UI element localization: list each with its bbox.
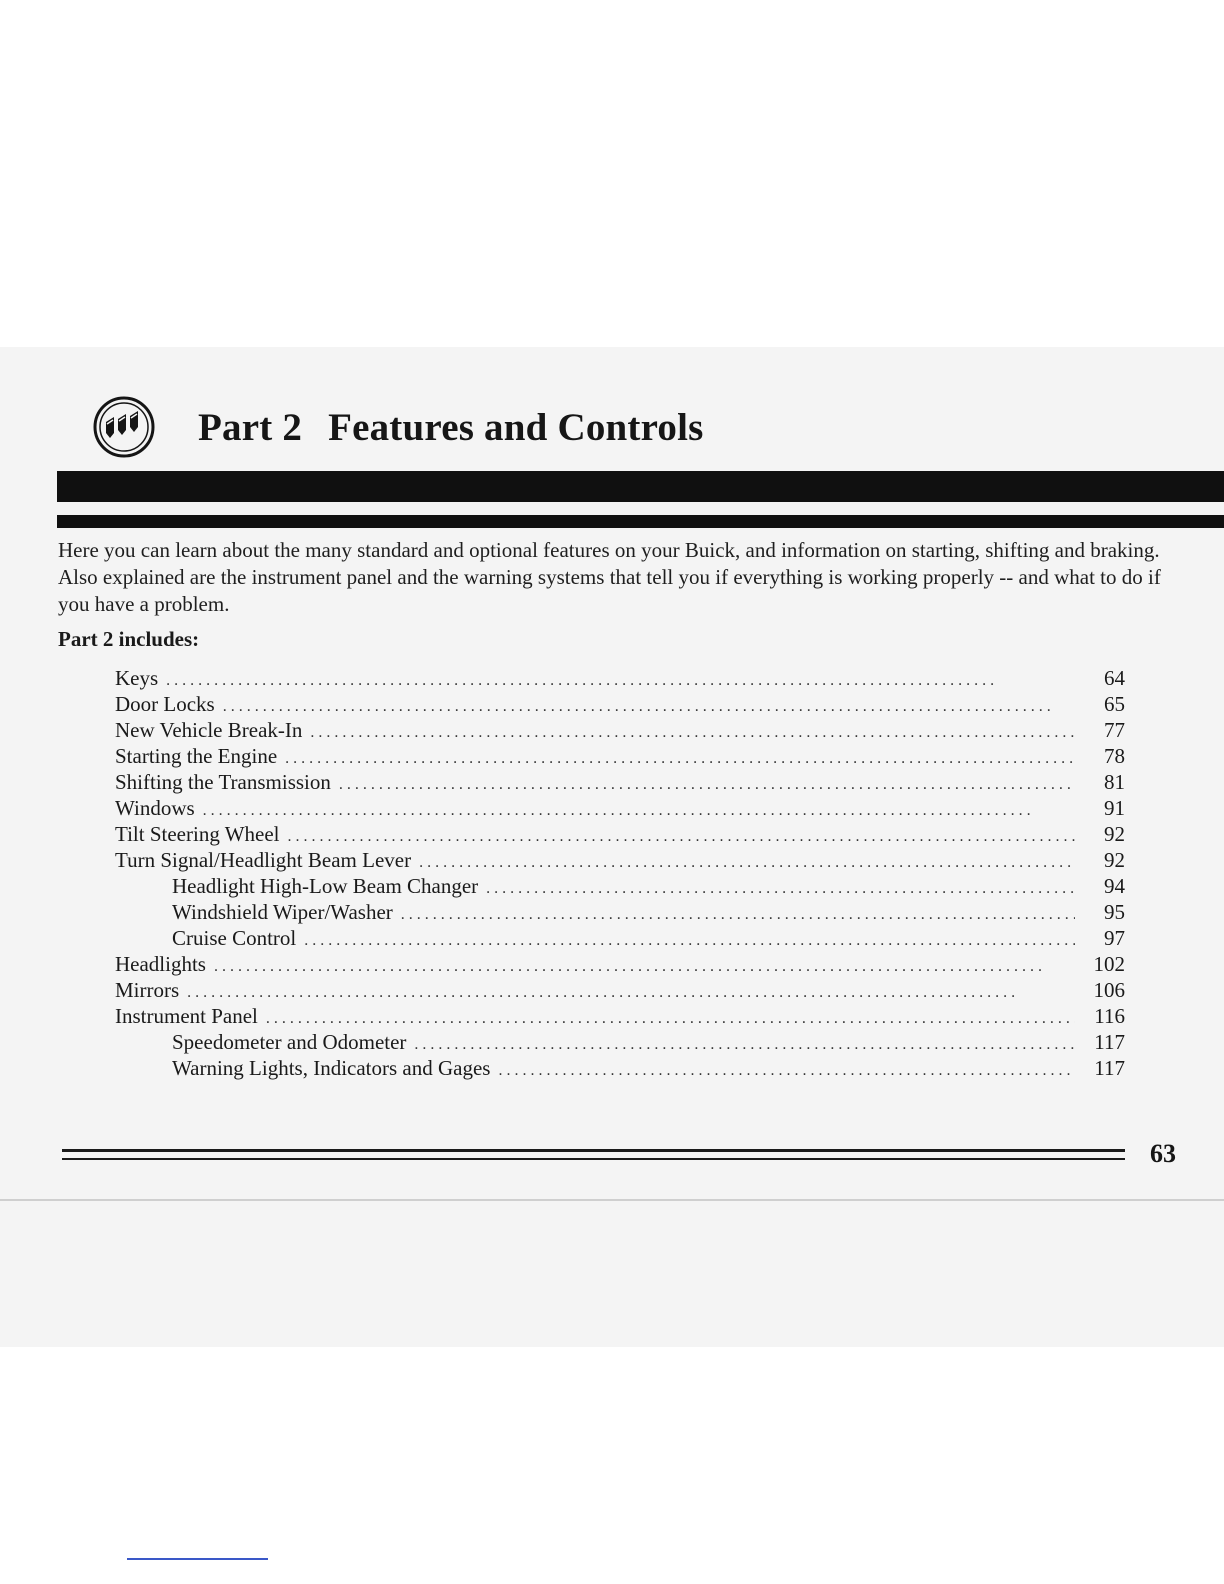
toc-entry[interactable] — [115, 717, 1125, 743]
toc-entry[interactable] — [115, 743, 1125, 769]
toc-entry-page: 81 — [1104, 770, 1125, 794]
toc-dot-leader — [414, 1032, 1075, 1058]
toc-entry[interactable] — [115, 951, 1125, 977]
toc-entry-label: Instrument Panel — [115, 1004, 258, 1028]
toc-dot-leader — [285, 746, 1075, 772]
toc-entry[interactable] — [115, 847, 1125, 873]
toc-entry-label: Tilt Steering Wheel — [115, 822, 280, 846]
toc-entry-label: Speedometer and Odometer — [172, 1030, 407, 1054]
header-rule-thin — [57, 515, 1224, 528]
toc-dot-leader — [203, 798, 1075, 824]
toc-entry[interactable] — [115, 925, 1125, 951]
section-header — [92, 392, 704, 462]
toc-entry-label: Door Locks — [115, 692, 215, 716]
toc-dot-leader — [187, 980, 1075, 1006]
buick-tri-shield-icon — [92, 395, 156, 459]
toc-entry-page: 92 — [1104, 848, 1125, 872]
toc-dot-leader — [401, 902, 1075, 928]
toc-entry-page: 116 — [1094, 1004, 1125, 1028]
toc-entry-page: 97 — [1104, 926, 1125, 950]
toc-entry-page: 117 — [1094, 1056, 1125, 1080]
part-label: Part 2 — [198, 405, 303, 449]
toc-entry[interactable] — [115, 1003, 1125, 1029]
toc-entry-label: Keys — [115, 666, 159, 690]
toc-entry-label: Headlight High-Low Beam Changer — [172, 874, 479, 898]
toc-entry-page: 102 — [1093, 952, 1125, 976]
page-divider — [0, 1199, 1224, 1201]
toc-entry-label: Warning Lights, Indicators and Gages — [172, 1056, 491, 1080]
toc-entry-page: 117 — [1094, 1030, 1125, 1054]
page-number: 63 — [1150, 1139, 1176, 1168]
toc-entry-page: 92 — [1104, 822, 1125, 846]
toc-entry-label: Windshield Wiper/Washer — [172, 900, 393, 924]
toc-entry-label: Windows — [115, 796, 195, 820]
toc-dot-leader — [310, 720, 1075, 746]
toc-dot-leader — [304, 928, 1075, 954]
toc-entry-page: 94 — [1104, 874, 1125, 898]
header-rule-thick — [57, 471, 1224, 502]
toc-entry-label: Mirrors — [115, 978, 180, 1002]
toc-dot-leader — [223, 694, 1075, 720]
toc-entry[interactable] — [115, 873, 1125, 899]
toc-entry-label: Headlights — [115, 952, 206, 976]
toc-entry[interactable] — [115, 899, 1125, 925]
table-of-contents — [115, 665, 1125, 1081]
section-title: Features and Controls — [328, 405, 704, 449]
toc-entry-page: 95 — [1104, 900, 1125, 924]
intro-paragraph: Here you can learn about the many standard and optional features on your Buick, and information on starting, shifting and braking. Also explained are the instrument panel and the warning systems that tell you if everything is working properly -- and what to do if you have a problem. — [58, 538, 1161, 616]
footer-rule-secondary — [62, 1158, 1125, 1160]
includes-heading: Part 2 includes: — [58, 627, 200, 651]
toc-entry-label: Shifting the Transmission — [115, 770, 331, 794]
footer-rule — [62, 1149, 1125, 1152]
toc-entry[interactable] — [115, 665, 1125, 691]
page-title — [198, 405, 704, 450]
toc-entry-page: 77 — [1104, 718, 1125, 742]
manual-page — [0, 347, 1224, 1347]
toc-entry-page: 65 — [1104, 692, 1125, 716]
toc-entry-label: Starting the Engine — [115, 744, 278, 768]
toc-entry-label: New Vehicle Break-In — [115, 718, 303, 742]
toc-entry-page: 91 — [1104, 796, 1125, 820]
toc-dot-leader — [498, 1058, 1075, 1084]
toc-dot-leader — [419, 850, 1075, 876]
toc-entry[interactable] — [115, 977, 1125, 1003]
toc-entry-page: 64 — [1104, 666, 1125, 690]
toc-entry[interactable] — [115, 821, 1125, 847]
toc-entry-label: Cruise Control — [172, 926, 297, 950]
toc-entry[interactable] — [115, 769, 1125, 795]
toc-dot-leader — [486, 876, 1075, 902]
link-underline[interactable] — [127, 1558, 268, 1560]
toc-entry[interactable] — [115, 795, 1125, 821]
toc-dot-leader — [214, 954, 1075, 980]
toc-entry-label: Turn Signal/Headlight Beam Lever — [115, 848, 412, 872]
toc-dot-leader — [339, 772, 1075, 798]
toc-dot-leader — [166, 668, 1075, 694]
toc-entry[interactable] — [115, 1029, 1125, 1055]
toc-entry-page: 78 — [1104, 744, 1125, 768]
toc-entry[interactable] — [115, 691, 1125, 717]
toc-entry[interactable] — [115, 1055, 1125, 1081]
toc-entry-page: 106 — [1093, 978, 1125, 1002]
